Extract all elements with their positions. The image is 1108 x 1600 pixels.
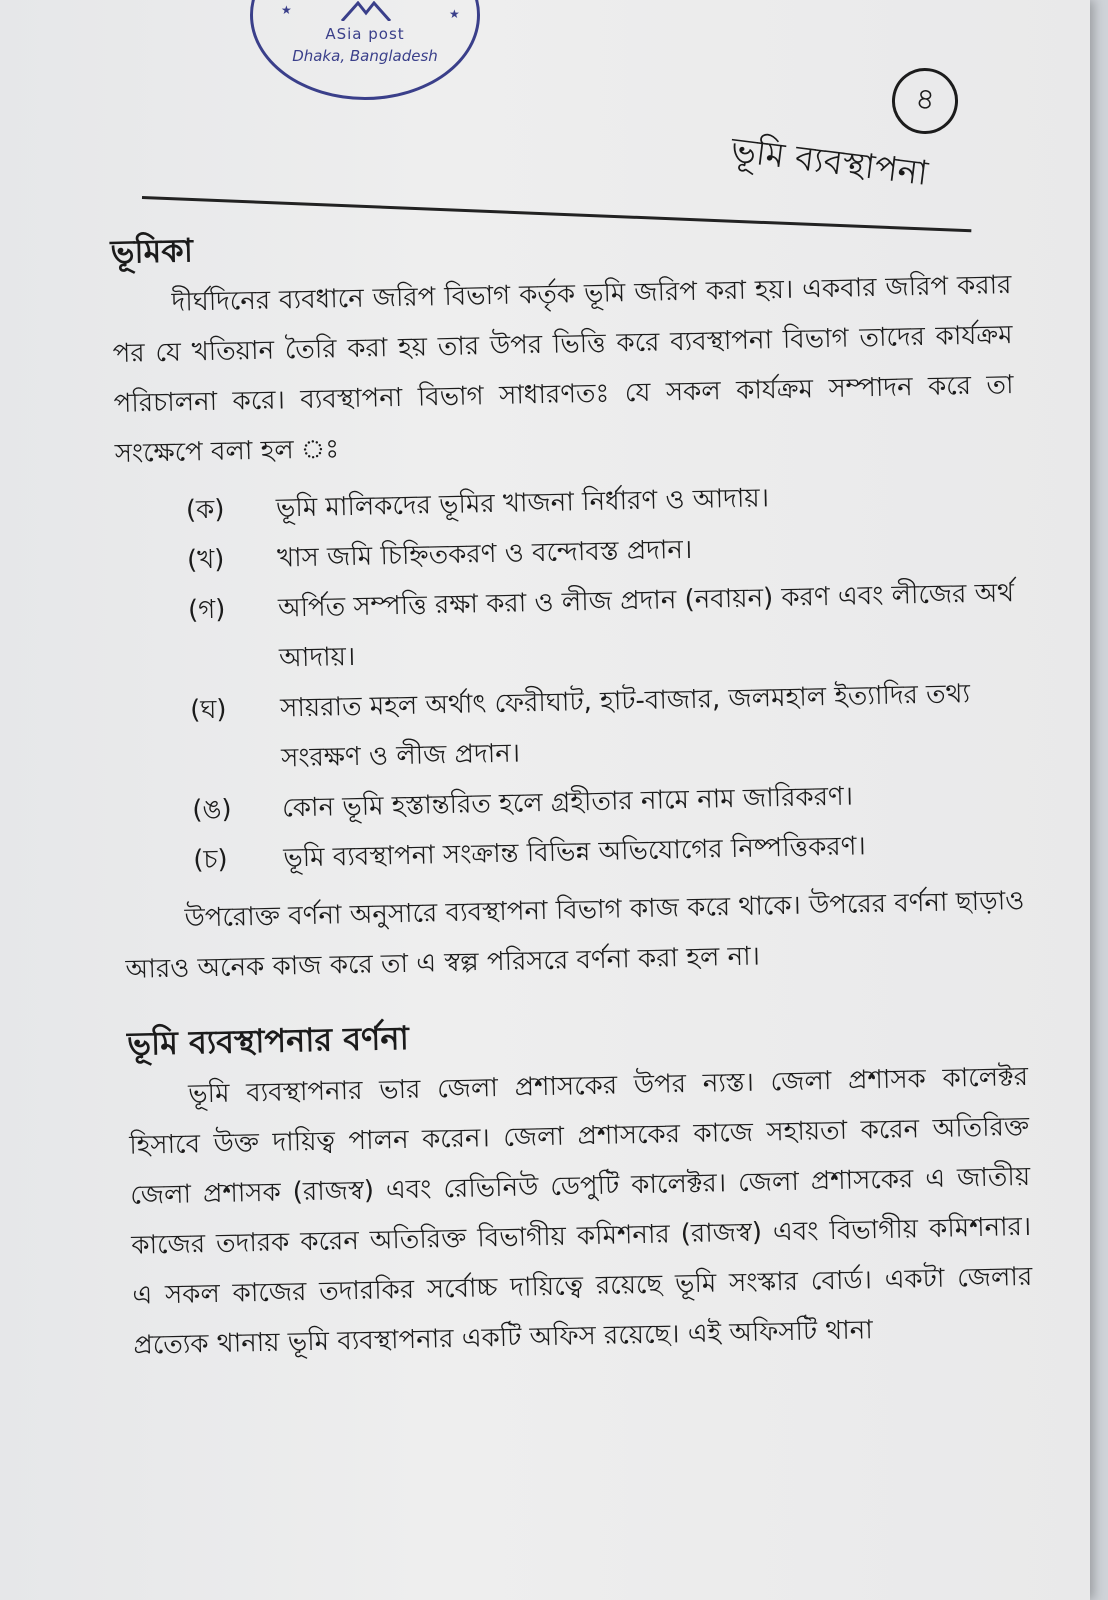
list-marker: (ক) bbox=[185, 494, 225, 526]
list-marker: (গ) bbox=[187, 594, 226, 626]
list-text: সায়রাত মহল অর্থাৎ ফেরীঘাট, হাট-বাজার, জলমহাল ইত্যাদির তথ্য সংরক্ষণ ও লীজ প্রদান। bbox=[279, 679, 971, 774]
intro-paragraph: দীর্ঘদিনের ব্যবধানে জরিপ বিভাগ কর্তৃক ভূমি জরিপ করা হয়। একবার জরিপ করার পর যে খতিয়ান তৈরি করা হয় তার উপর ভিত্তি করে ব্যবস্থাপনা বিভাগ তাদের কার্যক্রম পরিচালনা করে। ব্যবস্থাপনা বিভাগ সাধারণতঃ যে সকল কার্যক্রম সম্পাদন করে তা সংক্ষেপে বলা হল ঃ bbox=[112, 270, 1014, 469]
stamp-text-line1: ASia post bbox=[325, 25, 405, 43]
list-marker: (ঙ) bbox=[191, 794, 232, 826]
list-text: কোন ভূমি হস্তান্তরিত হলে গ্রহীতার নামে নাম জারিকরণ। bbox=[281, 781, 854, 824]
list-text: ভূমি ব্যবস্থাপনা সংক্রান্ত বিভিন্ন অভিযোগের নিষ্পত্তিকরণ। bbox=[282, 831, 867, 874]
stamp-text-line2: Dhaka, Bangladesh bbox=[292, 47, 438, 65]
page-content bbox=[110, 206, 1034, 1371]
duties-list bbox=[185, 468, 1023, 885]
section-heading-description: ভূমি ব্যবস্থাপনার বর্ণনা bbox=[126, 1018, 410, 1063]
star-icon: ★ bbox=[449, 7, 460, 21]
description-paragraph: ভূমি ব্যবস্থাপনার ভার জেলা প্রশাসকের উপর ন্যস্ত। জেলা প্রশাসক কালেক্টর হিসাবে উক্ত দায়িত্ব পালন করেন। জেলা প্রশাসকের কাজে সহায়তা করেন অতিরিক্ত জেলা প্রশাসক (রাজস্ব) এবং রেভিনিউ ডেপুটি কালেক্টর। জেলা প্রশাসকের এ জাতীয় কাজের তদারক করেন অতিরিক্ত বিভাগীয় কমিশনার (রাজস্ব) এবং বিভাগীয় কমিশনার। এ সকল কাজের তদারকির সর্বোচ্চ দায়িত্বে রয়েছে ভূমি সংস্কার বোর্ড। একটা জেলার প্রত্যেক থানায় ভূমি ব্যবস্থাপনার একটি অফিস রয়েছে। এই অফিসটি থানা bbox=[128, 1061, 1033, 1361]
list-item bbox=[188, 568, 1020, 685]
closing-paragraph: উপরোক্ত বর্ণনা অনুসারে ব্যবস্থাপনা বিভাগ কাজ করে থাকে। উপরের বর্ণনা ছাড়াও আরও অনেক কাজ করে তা এ স্বল্প পরিসরে বর্ণনা করা হল না। bbox=[125, 886, 1025, 985]
chapter-number: ৪ bbox=[888, 64, 963, 139]
list-marker: (চ) bbox=[193, 844, 228, 876]
list-text: ভূমি মালিকদের ভূমির খাজনা নির্ধারণ ও আদায়। bbox=[275, 483, 770, 524]
post-office-stamp bbox=[250, 0, 480, 100]
section-heading-intro: ভূমিকা bbox=[110, 231, 194, 271]
list-item bbox=[190, 668, 1022, 785]
chapter-title: ভূমি ব্যবস্থাপনা bbox=[728, 130, 931, 194]
list-text: অর্পিত সম্পত্তি রক্ষা করা ও লীজ প্রদান (নবায়ন) করণ এবং লীজের অর্থ আদায়। bbox=[277, 578, 1015, 674]
stamp-logo-icon bbox=[338, 1, 394, 21]
list-text: খাস জমি চিহ্নিতকরণ ও বন্দোবস্ত প্রদান। bbox=[276, 534, 693, 574]
list-marker: (ঘ) bbox=[189, 694, 227, 726]
star-icon: ★ bbox=[281, 3, 292, 17]
list-marker: (খ) bbox=[186, 544, 225, 576]
